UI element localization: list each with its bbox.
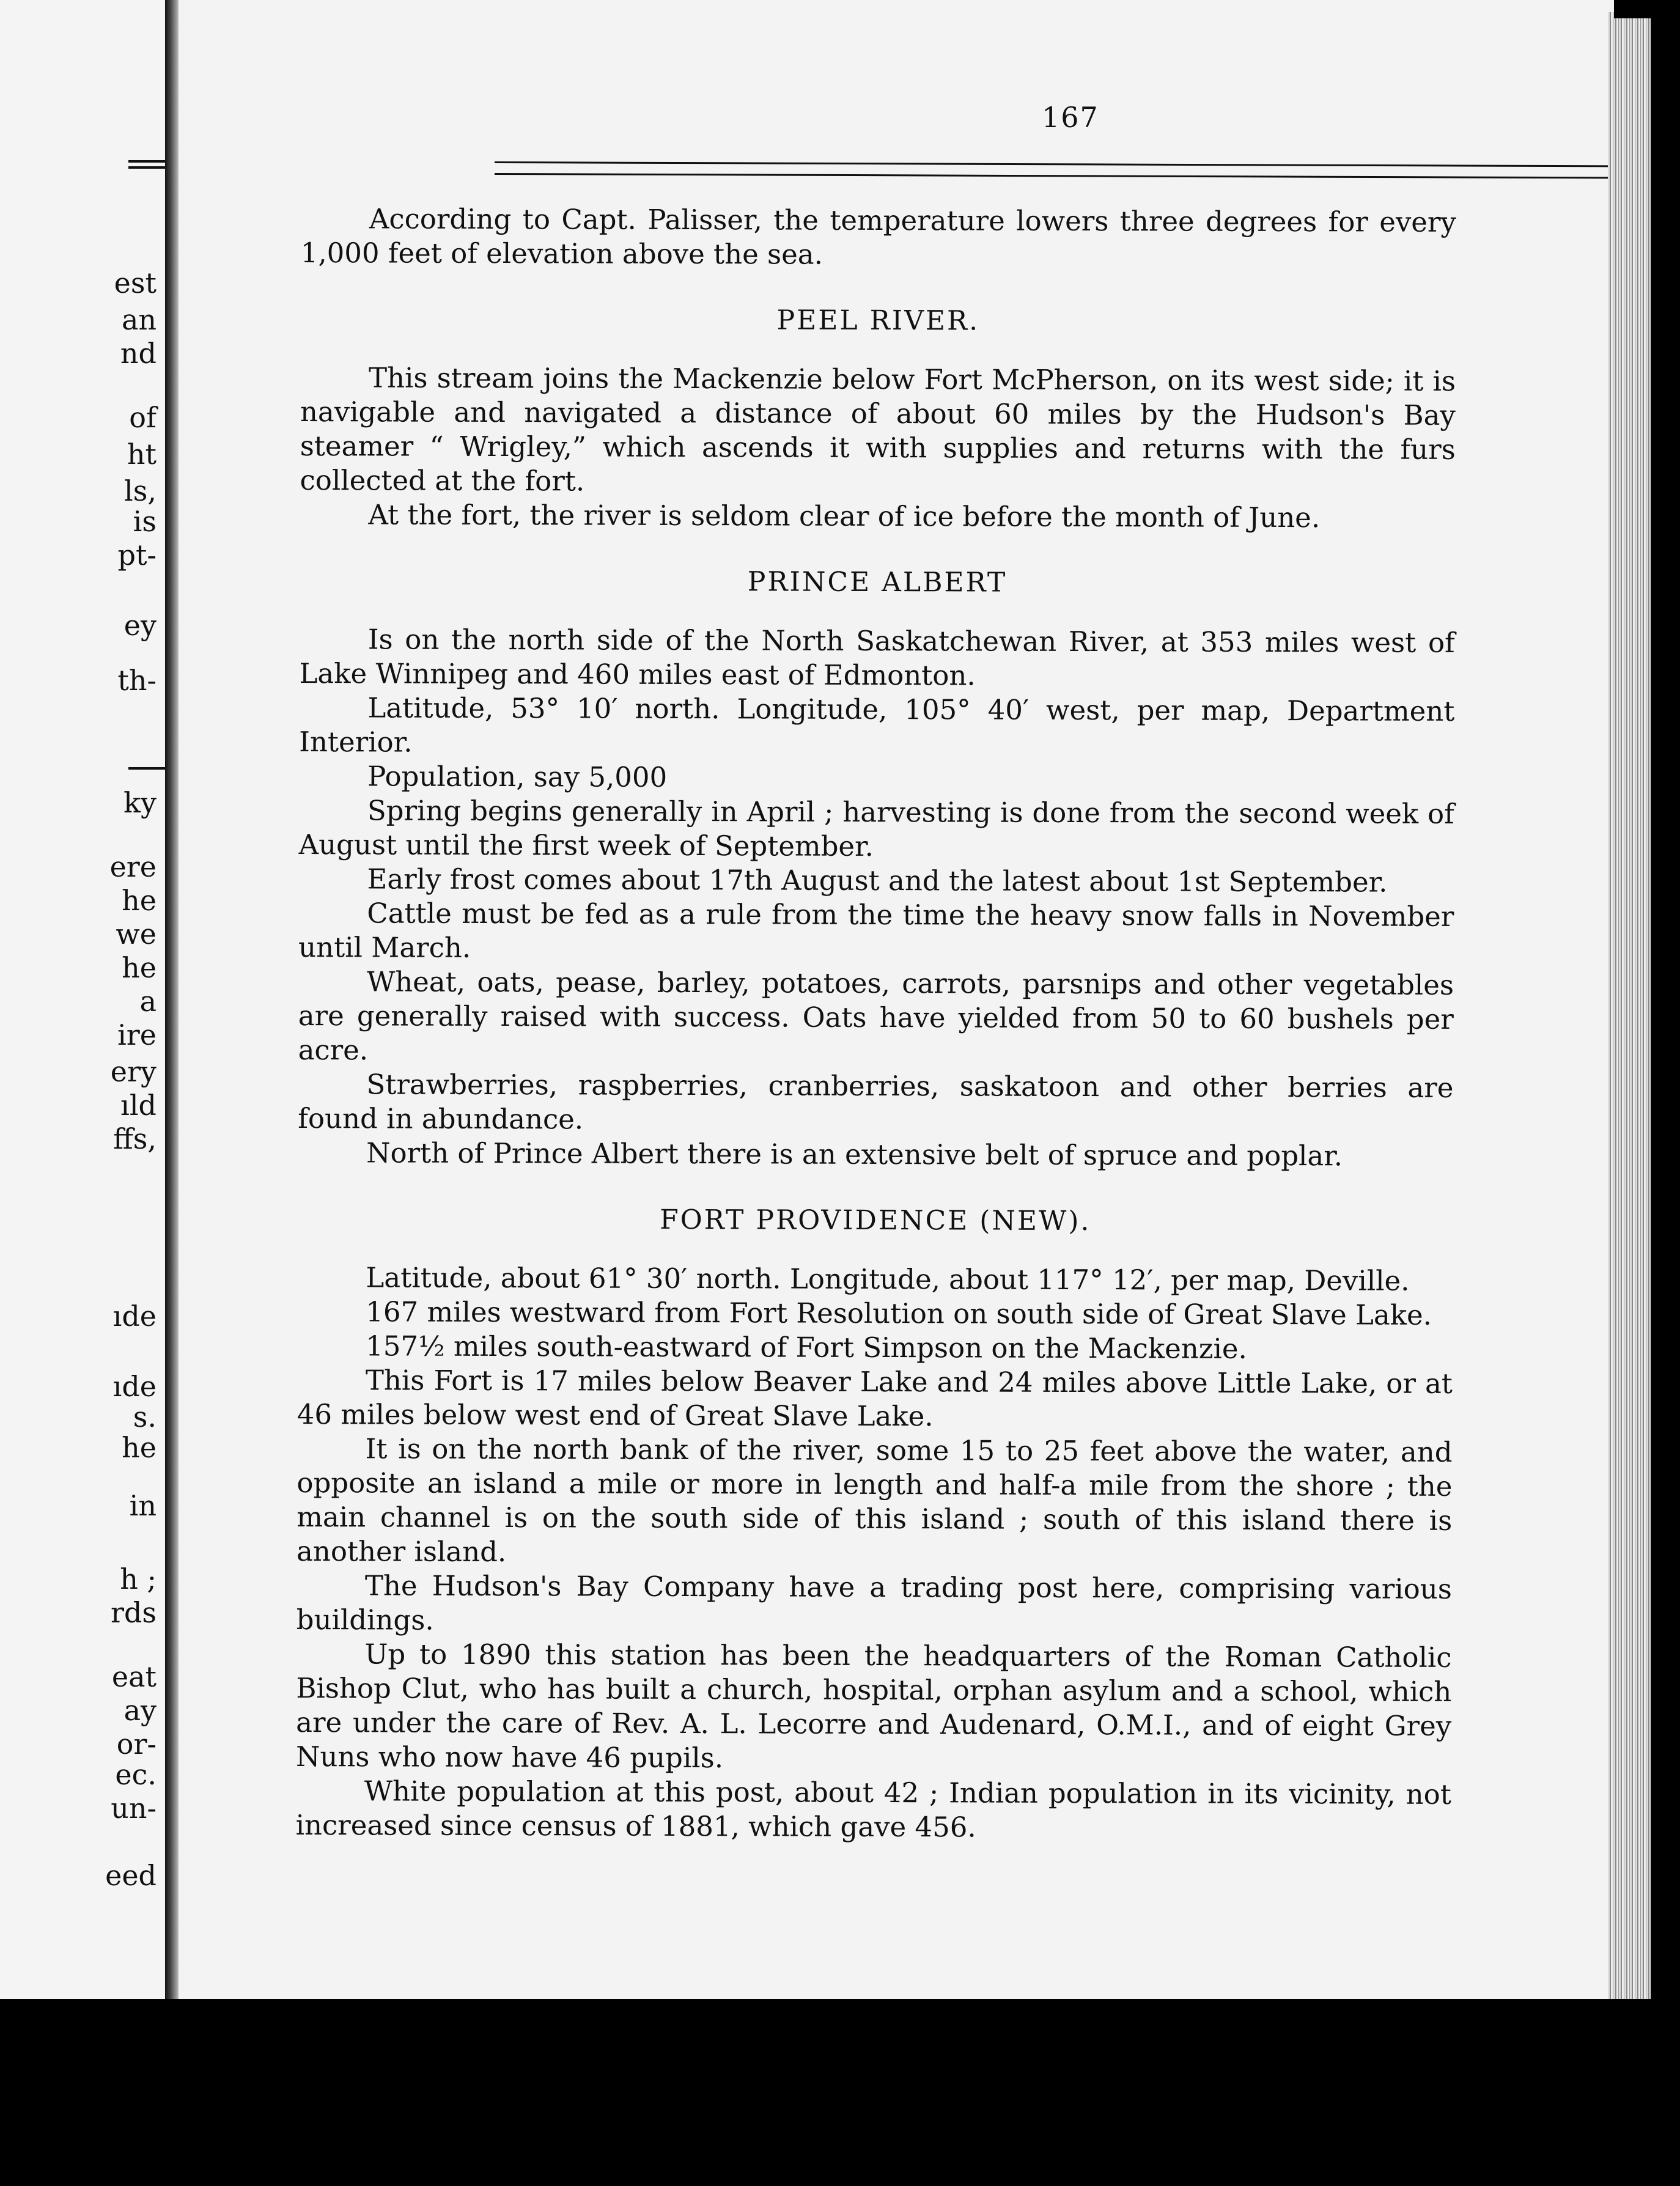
paragraph: Early frost comes about 17th August and the latest about 1st September.: [367, 863, 1388, 899]
paragraph: Up to 1890 this station has been the headquarters of the Roman Catholic Bishop Clut, who has built a church, hospital, orphan asylum and a school, which are under the care of Rev. A. L. Lecorre and Audenard, O.M.I., and of eight Grey Nuns who now have 46 pupils.: [295, 1638, 1452, 1775]
paragraph: It is on the north bank of the river, some 15 to 25 feet above the water, and opposite an island a mile or more in length and half-a mile from the shore ; the main channel is on the south side of this island ; south of this island there is another island.: [296, 1432, 1453, 1569]
sections: [296, 302, 1456, 1846]
paragraph: 157½ miles south-eastward of Fort Simpson on the Mackenzie.: [366, 1330, 1247, 1365]
facing-page-fragment: we: [116, 918, 157, 951]
section: [296, 1202, 1453, 1846]
paragraph: 167 miles westward from Fort Resolution on south side of Great Slave Lake.: [366, 1295, 1432, 1331]
paragraph: This stream joins the Mackenzie below Fort McPherson, on its west side; it is navigable and navigated a distance of about 60 miles by the Hudson's Bay steamer “ Wrigley,” which ascends it with supplies and returns with the furs collected at the fort.: [300, 361, 1456, 498]
paragraph: At the fort, the river is seldom clear of ice before the month of June.: [368, 498, 1321, 534]
facing-page-fragment: est: [114, 267, 157, 300]
facing-page-fragment: a: [139, 985, 157, 1018]
paragraph: North of Prince Albert there is an extensive belt of spruce and poplar.: [366, 1136, 1343, 1172]
paragraph: Strawberries, raspberries, cranberries, saskatoon and other berries are found in abundance.: [298, 1068, 1454, 1136]
paragraph: Wheat, oats, pease, barley, potatoes, carrots, parsnips and other vegetables are generally raised with success. Oats have yielded from 50 to 60 bushels per acre.: [298, 965, 1454, 1067]
facing-page-fragment: of: [129, 401, 157, 434]
facing-page-rule: [128, 767, 165, 770]
section-heading: PEEL RIVER.: [776, 304, 980, 337]
header-rule: [495, 161, 1638, 179]
facing-page-rule: [128, 166, 165, 169]
facing-page-fragment: ıde: [112, 1300, 157, 1333]
facing-page-fragment: ht: [127, 438, 157, 471]
facing-page-fragment: eed: [105, 1859, 157, 1892]
facing-page-fragment: ky: [123, 786, 157, 819]
paragraph: White population at this post, about 42 ; Indian population in its vicinity, not increased since census of 1881, which gave 456.: [295, 1775, 1451, 1844]
facing-page-strip: [0, 0, 165, 1999]
book-gutter: [165, 0, 179, 1999]
facing-page-fragment: h ;: [120, 1562, 157, 1595]
paragraph: Cattle must be fed as a rule from the time the heavy snow falls in November until March.: [298, 897, 1454, 964]
page-text: [296, 202, 1456, 1846]
facing-page-fragment: ery: [110, 1055, 157, 1088]
facing-page-fragment: an: [121, 303, 157, 336]
facing-page-rule: [128, 160, 165, 163]
facing-page-fragment: or-: [116, 1728, 157, 1761]
paragraph: Latitude, 53° 10′ north. Longitude, 105° 40′ west, per map, Department Interior.: [299, 691, 1455, 759]
facing-page-fragment: ec.: [115, 1758, 157, 1791]
paragraph: The Hudson's Bay Company have a trading post here, comprising various buildings.: [296, 1569, 1452, 1636]
scan-edge-top: [1614, 0, 1680, 18]
facing-page-fragment: he: [122, 951, 157, 984]
section: [300, 302, 1456, 535]
facing-page-fragment: ls,: [124, 474, 157, 507]
facing-page-fragment: he: [122, 884, 157, 917]
scan-edge-right: [1651, 0, 1680, 2186]
facing-page-fragment: rds: [110, 1596, 157, 1629]
paragraph: Population, say 5,000: [367, 760, 668, 793]
facing-page-fragment: nd: [120, 337, 157, 370]
page-stack-edge: [1608, 12, 1651, 1999]
facing-page-fragment: th-: [117, 664, 157, 697]
facing-page-fragment: ire: [117, 1018, 157, 1051]
facing-page-fragment: in: [129, 1489, 157, 1522]
facing-page-fragment: is: [133, 505, 157, 538]
section-heading: FORT PROVIDENCE (NEW).: [660, 1204, 1091, 1237]
facing-page-fragment: ere: [109, 850, 157, 883]
paragraph: Is on the north side of the North Saskatchewan River, at 353 miles west of Lake Winnipeg and 460 miles east of Edmonton.: [299, 623, 1455, 692]
facing-page-fragment: ffs,: [113, 1122, 157, 1155]
facing-page-fragment: ıde: [112, 1370, 157, 1403]
facing-page-fragment: pt-: [117, 539, 157, 572]
paragraph: According to Capt. Palisser, the temperature lowers three degrees for every 1,000 feet of elevation above the sea.: [300, 202, 1456, 271]
facing-page-fragment: s.: [133, 1400, 157, 1433]
section: [298, 564, 1455, 1174]
facing-page-fragment: he: [122, 1431, 157, 1464]
facing-page-fragment: ey: [123, 609, 157, 642]
paragraph: Spring begins generally in April ; harvesting is done from the second week of August until the first week of September.: [298, 794, 1454, 863]
paragraph: Latitude, about 61° 30′ north. Longitude, about 117° 12′, per map, Deville.: [366, 1261, 1410, 1297]
facing-page-fragment: eat: [111, 1660, 157, 1693]
page-number: 167: [1042, 101, 1099, 134]
scan-edge-bottom: [0, 1999, 1680, 2186]
intro-section: [301, 202, 1456, 274]
section-heading: PRINCE ALBERT: [747, 566, 1008, 598]
paragraph: This Fort is 17 miles below Beaver Lake and 24 miles above Little Lake, or at 46 miles below west end of Great Slave Lake.: [297, 1364, 1453, 1433]
facing-page-fragment: un-: [111, 1792, 157, 1825]
facing-page-fragment: ay: [123, 1694, 157, 1727]
facing-page-fragment: ıld: [120, 1089, 157, 1122]
